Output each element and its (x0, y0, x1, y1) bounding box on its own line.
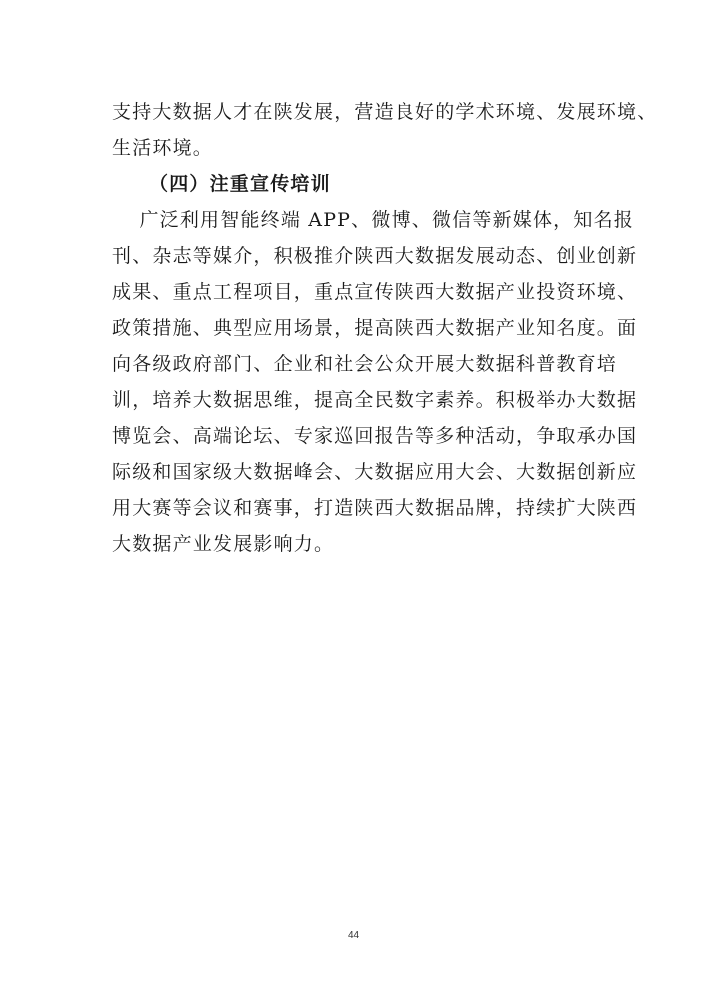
body-line-1: 广泛利用智能终端 APP、微博、微信等新媒体，知名报 (112, 209, 634, 231)
body-line-3: 成果、重点工程项目，重点宣传陕西大数据产业投资环境、 (112, 281, 638, 303)
body-line-2: 刊、杂志等媒介，积极推介陕西大数据发展动态、创业创新 (112, 245, 638, 267)
body-line-4: 政策措施、典型应用场景，提高陕西大数据产业知名度。面 (112, 317, 638, 339)
body-line-5: 向各级政府部门、企业和社会公众开展大数据科普教育培 (112, 353, 618, 375)
body-line-7: 博览会、高端论坛、专家巡回报告等多种活动，争取承办国 (112, 425, 638, 447)
body-line-6: 训，培养大数据思维，提高全民数字素养。积极举办大数据 (112, 389, 638, 411)
intro-line-1: 支持大数据人才在陕发展，营造良好的学术环境、发展环境、 (112, 101, 658, 123)
body-line-8: 际级和国家级大数据峰会、大数据应用大会、大数据创新应 (112, 461, 638, 483)
page-number: 44 (347, 930, 360, 941)
intro-line-2: 生活环境。 (112, 137, 214, 159)
body-line-9: 用大赛等会议和赛事，打造陕西大数据品牌，持续扩大陕西 (112, 497, 638, 519)
body-line-10: 大数据产业发展影响力。 (112, 533, 335, 555)
section-heading: （四）注重宣传培训 (149, 173, 331, 195)
